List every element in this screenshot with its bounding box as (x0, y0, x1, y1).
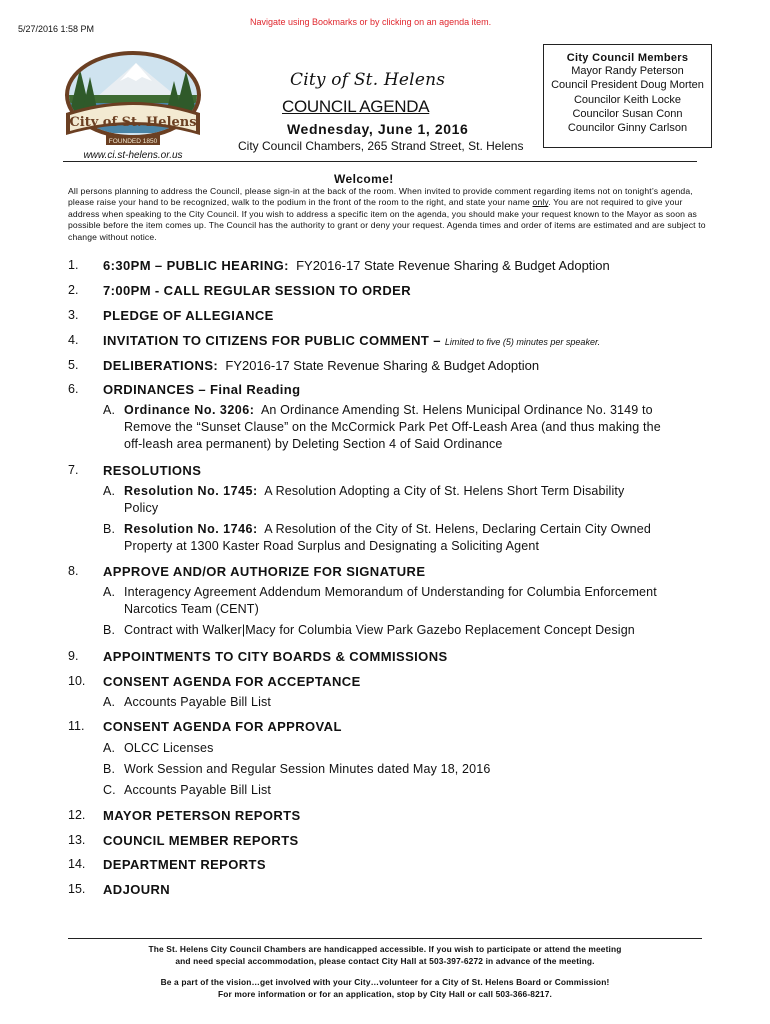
header-divider (63, 161, 697, 162)
welcome-text-part: . You are not required to give your address when speaking to the City Council. If you wish to address a specific item on the agenda, you should make your request known to the Mayor as soon as possible before the item comes up. The Council has the authority to grant or deny your request. Agenda times and order of items are estimated and are subject to change without notice. (68, 197, 706, 242)
item-heading[interactable]: APPOINTMENTS TO CITY BOARDS & COMMISSIONS (103, 649, 448, 664)
sub-item-title: Resolution No. 1745: (124, 484, 258, 498)
footer-volunteer-line: Be a part of the vision…get involved with your City…volunteer for a City of St. Helens Board or Commission! (160, 977, 610, 987)
sub-item-text: A Resolution Adopting a City of St. Helens Short Term Disability (264, 484, 625, 498)
sub-item-text: OLCC Licenses (124, 741, 214, 755)
member-name: Councilor Susan Conn (572, 107, 683, 120)
item-number: 3. (68, 308, 79, 322)
navigation-hint: Navigate using Bookmarks or by clicking on an agenda item. (250, 17, 492, 27)
item-number: 5. (68, 358, 79, 372)
item-heading[interactable]: 7:00PM - CALL REGULAR SESSION TO ORDER (103, 283, 411, 298)
item-number: 13. (68, 833, 86, 847)
sub-item-letter: A. (103, 484, 116, 498)
sub-item-title: Ordinance No. 3206: (124, 403, 255, 417)
sub-item-letter: A. (103, 585, 116, 599)
welcome-heading: Welcome! (334, 172, 394, 186)
sub-item[interactable] (103, 402, 703, 453)
sub-item[interactable] (103, 483, 703, 517)
item-heading[interactable]: APPROVE AND/OR AUTHORIZE FOR SIGNATURE (103, 564, 426, 579)
item-number: 1. (68, 258, 79, 272)
sub-item-text: Narcotics Team (CENT) (124, 602, 259, 616)
sub-item-letter: A. (103, 695, 116, 709)
logo-text: City of St. Helens (69, 115, 197, 130)
item-description: FY2016-17 State Revenue Sharing & Budget Adoption (296, 258, 610, 273)
sub-item-text: Property at 1300 Kaster Road Surplus and Designating a Soliciting Agent (124, 539, 540, 553)
sub-item[interactable] (103, 761, 703, 778)
footer-divider (68, 938, 702, 939)
item-number: 14. (68, 857, 86, 871)
item-heading[interactable]: DEPARTMENT REPORTS (103, 857, 266, 872)
member-name: Councilor Ginny Carlson (567, 122, 688, 135)
item-number: 12. (68, 808, 86, 822)
sub-item-text: Interagency Agreement Addendum Memorandum of Understanding for Columbia Enforcement (124, 585, 657, 599)
item-number: 6. (68, 382, 79, 396)
item-heading[interactable]: MAYOR PETERSON REPORTS (103, 808, 301, 823)
welcome-paragraph (68, 186, 708, 243)
welcome-text-part: All persons planning to address the Council, please sign-in at the back of the room. When invited to provide comment regarding items not on tonight’s agenda, please raise your hand to be recognized, walk to the podium in the front of the room to the right, and state your name (68, 186, 693, 208)
city-title: City of St. Helens (290, 70, 446, 90)
sub-item-text: Accounts Payable Bill List (124, 783, 272, 797)
item-number: 9. (68, 649, 79, 663)
item-heading[interactable]: CONSENT AGENDA FOR ACCEPTANCE (103, 674, 361, 689)
item-number: 15. (68, 882, 86, 896)
agenda-title: COUNCIL AGENDA (282, 97, 430, 116)
sub-item-text: Contract with Walker|Macy for Columbia View Park Gazebo Replacement Concept Design (124, 623, 635, 637)
item-number: 10. (68, 674, 86, 688)
footer-accessibility-line: The St. Helens City Council Chambers are handicapped accessible. If you wish to participate or attend the meeting (148, 944, 622, 954)
item-number: 4. (68, 333, 79, 347)
item-description: FY2016-17 State Revenue Sharing & Budget Adoption (225, 358, 540, 373)
item-number: 2. (68, 283, 79, 297)
footer-volunteer-line: For more information or for an application, stop by City Hall or call 503-366-8217. (217, 989, 553, 999)
item-heading[interactable]: PLEDGE OF ALLEGIANCE (103, 308, 274, 323)
sub-item-text: Work Session and Regular Session Minutes dated May 18, 2016 (124, 762, 491, 776)
item-note: Limited to five (5) minutes per speaker. (444, 337, 601, 347)
website-link[interactable]: www.ci.st-helens.or.us (83, 150, 183, 161)
sub-item-text: Remove the “Sunset Clause” on the McCormick Park Pet Off-Leash Area (and thus making the (124, 420, 661, 434)
member-name: Councilor Keith Locke (573, 93, 681, 106)
members-heading: City Council Members (566, 52, 689, 64)
sub-item[interactable] (103, 694, 703, 711)
sub-item-letter: B. (103, 762, 116, 776)
sub-item-text: An Ordinance Amending St. Helens Municipal Ordinance No. 3149 to (260, 403, 653, 417)
sub-item-letter: A. (103, 741, 116, 755)
sub-item[interactable] (103, 584, 703, 618)
sub-item-letter: B. (103, 623, 116, 637)
meeting-location: City Council Chambers, 265 Strand Street, St. Helens (238, 139, 524, 153)
sub-item[interactable] (103, 782, 703, 799)
logo-founded-text: FOUNDED 1850 (108, 138, 158, 145)
item-number: 7. (68, 463, 79, 477)
sub-item-text: A Resolution of the City of St. Helens, Declaring Certain City Owned (264, 522, 651, 536)
item-heading[interactable]: INVITATION TO CITIZENS FOR PUBLIC COMMENT – (103, 333, 441, 348)
sub-item-title: Resolution No. 1746: (124, 522, 258, 536)
sub-item-letter: B. (103, 522, 116, 536)
member-name: Council President Doug Morten (551, 79, 704, 92)
sub-item[interactable] (103, 740, 703, 757)
sub-item[interactable] (103, 622, 703, 639)
sub-item-letter: C. (103, 783, 116, 797)
item-heading[interactable]: ORDINANCES – Final Reading (103, 382, 301, 397)
sub-item-text: Policy (124, 501, 159, 515)
item-heading[interactable]: 6:30PM – PUBLIC HEARING: (103, 258, 289, 273)
item-heading[interactable]: COUNCIL MEMBER REPORTS (103, 833, 299, 848)
meeting-date: Wednesday, June 1, 2016 (287, 121, 469, 137)
council-members-box (543, 44, 712, 148)
footer-accessibility-line: and need special accommodation, please contact City Hall at 503-397-6272 in advance of the meeting. (175, 956, 595, 966)
print-timestamp: 5/27/2016 1:58 PM (18, 24, 95, 34)
city-seal-logo (58, 51, 208, 153)
item-heading[interactable]: DELIBERATIONS: (103, 358, 219, 373)
sub-item-letter: A. (103, 403, 116, 417)
member-name: Mayor Randy Peterson (571, 65, 684, 77)
item-heading[interactable]: RESOLUTIONS (103, 463, 202, 478)
item-heading[interactable]: CONSENT AGENDA FOR APPROVAL (103, 719, 342, 734)
sub-item-text: off-leash area permanent) by Deleting Section 4 of Said Ordinance (124, 437, 503, 451)
sub-item[interactable] (103, 521, 703, 555)
welcome-text-emphasis: only (532, 197, 549, 208)
item-number: 11. (68, 719, 85, 733)
sub-item-text: Accounts Payable Bill List (124, 695, 272, 709)
item-number: 8. (68, 564, 79, 578)
item-heading[interactable]: ADJOURN (103, 882, 171, 897)
